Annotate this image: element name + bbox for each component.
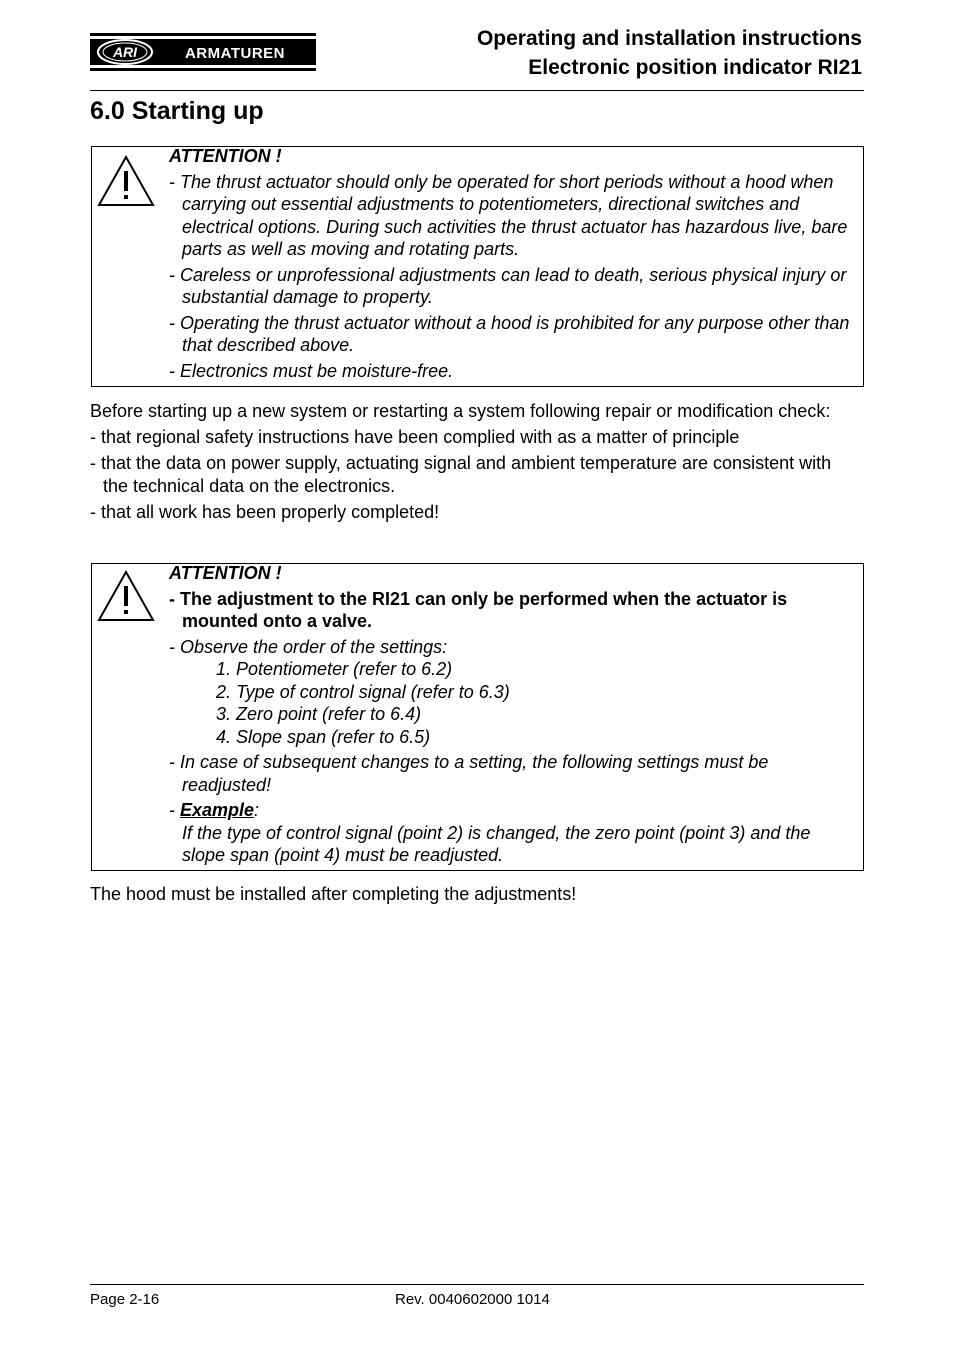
attention-item: - The thrust actuator should only be operated for short periods without a hood when carrying out essential adjustments to potentiometers, directional switches and electrical options. During such activities the thrust actuator has hazardous live, bare parts as well as moving and rotating parts. <box>169 171 848 259</box>
document-subtitle: Electronic position indicator RI21 <box>528 56 862 79</box>
settings-step: 2. Type of control signal (refer to 6.3) <box>216 681 510 702</box>
page-number: Page 2-16 <box>90 1291 160 1308</box>
startup-checklist <box>90 400 860 524</box>
attention-item-bold: - The adjustment to the RI21 can only be performed when the actuator is mounted onto a valve. <box>169 588 788 631</box>
warning-triangle-icon <box>96 155 156 207</box>
settings-step: 3. Zero point (refer to 6.4) <box>216 704 422 724</box>
checklist-item: - that the data on power supply, actuating signal and ambient temperature are consistent with the technical data on the electronics. <box>90 453 832 496</box>
example-line <box>169 799 853 822</box>
attention-text-1 <box>169 145 853 382</box>
intro-paragraph: Before starting up a new system or restarting a system following repair or modification check: <box>90 401 831 421</box>
settings-step: 1. Potentiometer (refer to 6.2) <box>216 659 453 679</box>
attention-item: - In case of subsequent changes to a setting, the following settings must be readjusted! <box>169 752 769 795</box>
attention-box-1 <box>91 146 864 387</box>
warning-triangle-icon <box>96 570 156 622</box>
example-label: Example <box>180 800 255 820</box>
attention-item: - Operating the thrust actuator without a hood is prohibited for any purpose other than that described above. <box>169 312 850 355</box>
attention-text-2 <box>169 562 853 867</box>
checklist-item: - that regional safety instructions have been complied with as a matter of principle <box>90 427 740 447</box>
footer-divider <box>90 1284 864 1285</box>
header-divider <box>90 90 864 91</box>
example-prefix: - <box>169 800 180 820</box>
attention-item: - Careless or unprofessional adjustments can lead to death, serious physical injury or substantial damage to property. <box>169 264 847 307</box>
revision-number: Rev. 0040602000 1014 <box>395 1291 550 1308</box>
attention-box-2 <box>91 563 864 871</box>
example-text: If the type of control signal (point 2) is changed, the zero point (point 3) and the slope span (point 4) must be readjusted. <box>182 822 811 865</box>
attention-item: - Observe the order of the settings: <box>169 636 448 657</box>
checklist-item: - that all work has been properly completed! <box>90 502 440 522</box>
ari-armaturen-logo <box>90 33 316 71</box>
logo-mark-text: ARI <box>112 44 138 60</box>
settings-step: 4. Slope span (refer to 6.5) <box>216 726 431 747</box>
attention-item: - Electronics must be moisture-free. <box>169 360 454 381</box>
section-title: 6.0 Starting up <box>90 97 264 125</box>
closing-note: The hood must be installed after completing the adjustments! <box>90 884 577 904</box>
attention-heading: ATTENTION ! <box>169 146 282 166</box>
example-colon: : <box>254 800 260 820</box>
attention-heading: ATTENTION ! <box>169 563 282 583</box>
logo-wordmark-text: ARMATUREN <box>184 45 286 62</box>
document-title: Operating and installation instructions <box>476 27 862 50</box>
